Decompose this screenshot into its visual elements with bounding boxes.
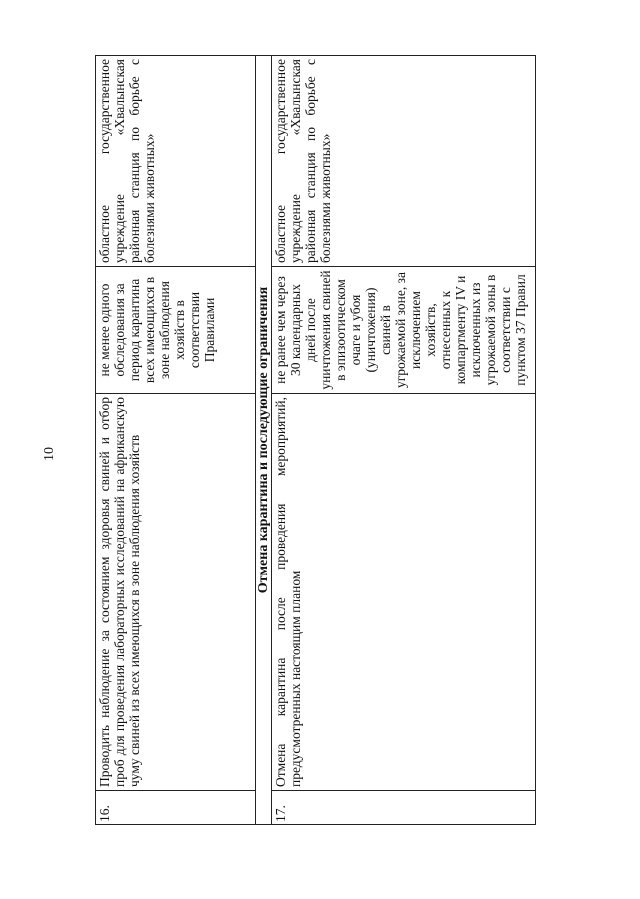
responsible-cell: областное государственное учреждение «Хвалынская районная станция по борьбе с болезнями животных» [96, 56, 256, 267]
measures-table [95, 55, 536, 825]
page-number: 10 [42, 447, 57, 461]
row-number: 16. [96, 791, 256, 825]
section-row [256, 56, 272, 825]
rotated-table-container [95, 55, 535, 825]
measure-cell: Отмена карантина после проведения мероприятий, предусмотренных настоящим планом [272, 394, 536, 791]
term-cell: не ранее чем через 30 календарных дней после уничтожения свиней в эпизоотическом очаге и убоя (уничтожения) свиней в угрожаемой зоне, за исключением хозяйств, отнесенных к компартменту IV и исключенных из угрожаемой зоны в соответствии с пунктом 37 Правил [272, 267, 536, 394]
table-row [272, 56, 536, 825]
measure-cell: Проводить наблюдение за состоянием здоровья свиней и отбор проб для проведения лабораторных исследований на африканскую чуму свиней из всех имеющихся в зоне наблюдения хозяйств [96, 394, 256, 791]
section-title: Отмена карантина и последующие ограничения [256, 56, 272, 825]
term-cell: не менее одного обследования за период карантина всех имеющихся в зоне наблюдения хозяйств в соответствии Правилами [96, 267, 256, 394]
table-row [96, 56, 256, 825]
responsible-cell: областное государственное учреждение «Хвалынская районная станция по борьбе с болезнями животных» [272, 56, 536, 267]
row-number: 17. [272, 791, 536, 825]
